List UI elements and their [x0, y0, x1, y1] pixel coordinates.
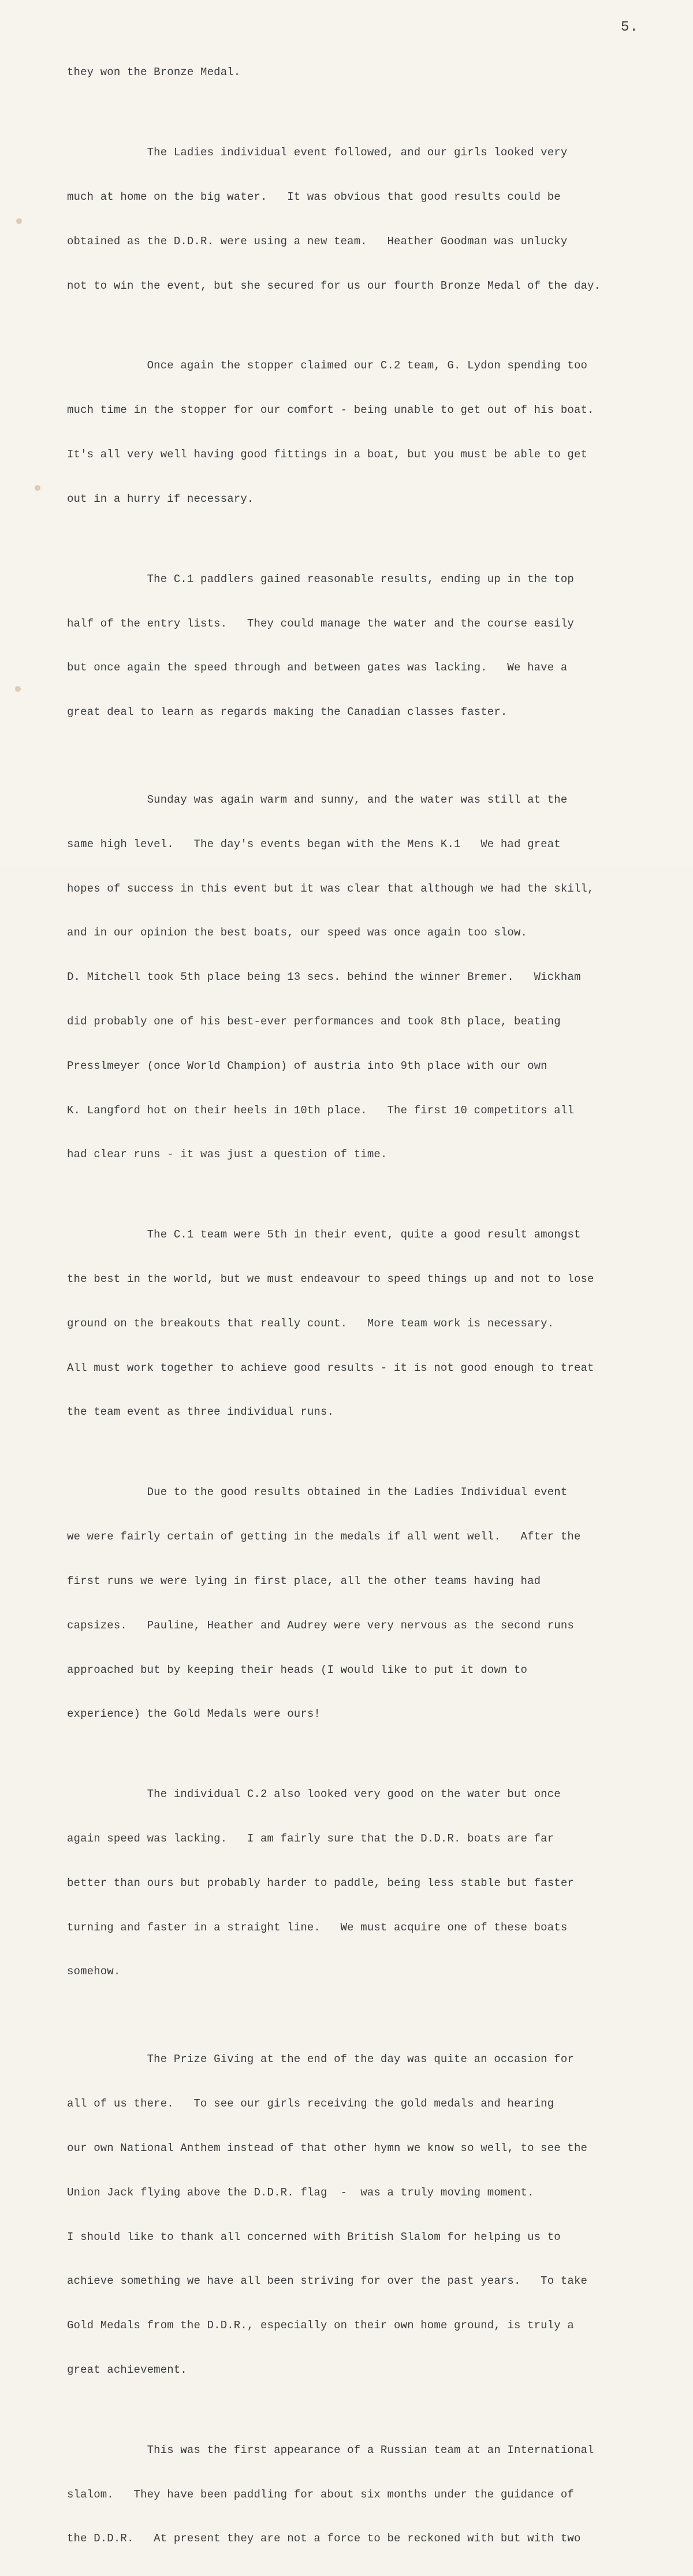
text-line: experience) the Gold Medals were ours!	[67, 1708, 321, 1721]
paragraph	[67, 36, 668, 110]
text-line: capsizes. Pauline, Heather and Audrey were very nervous as the second runs	[67, 1619, 574, 1632]
text-line: ground on the breakouts that really count. More team work is necessary.	[67, 1317, 554, 1330]
text-line: This was the first appearance of a Russian team at an International	[67, 2443, 594, 2456]
text-line: great deal to learn as regards making the Canadian classes faster.	[67, 706, 508, 719]
text-line: All must work together to achieve good results - it is not good enough to treat	[67, 1361, 594, 1374]
punch-hole-mark	[15, 686, 21, 692]
text-line: had clear runs - it was just a question of time.	[67, 1148, 388, 1161]
punch-hole-mark	[35, 485, 40, 491]
paragraph	[67, 2414, 668, 2576]
text-line: D. Mitchell took 5th place being 13 secs. behind the winner Bremer. Wickham	[67, 971, 581, 984]
text-line: we were fairly certain of getting in the medals if all went well. After the	[67, 1530, 581, 1544]
text-line: out in a hurry if necessary.	[67, 492, 254, 505]
text-line: Due to the good results obtained in the Ladies Individual event	[67, 1486, 568, 1499]
text-line: first runs we were lying in first place, all the other teams having had	[67, 1574, 541, 1587]
text-line: obtained as the D.D.R. were using a new team. Heather Goodman was unlucky	[67, 234, 568, 248]
paragraph	[67, 116, 668, 323]
text-line: the D.D.R. At present they are not a force to be reckoned with but with two	[67, 2532, 581, 2545]
paragraph	[67, 329, 668, 536]
page-number: 5.	[621, 20, 639, 35]
text-line: the best in the world, but we must endeavour to speed things up and not to lose	[67, 1273, 594, 1286]
text-line: K. Langford hot on their heels in 10th place. The first 10 competitors all	[67, 1104, 574, 1117]
paragraph	[67, 1198, 668, 1449]
text-line: did probably one of his best-ever performances and took 8th place, beating	[67, 1015, 561, 1028]
paragraph	[67, 543, 668, 750]
text-line: Once again the stopper claimed our C.2 team, G. Lydon spending too	[67, 359, 588, 372]
text-line: and in our opinion the best boats, our speed was once again too slow.	[67, 926, 528, 940]
text-line: they won the Bronze Medal.	[67, 66, 241, 79]
text-line: hopes of success in this event but it was clear that although we had the skill,	[67, 882, 594, 895]
text-line: Sunday was again warm and sunny, and the water was still at the	[67, 793, 568, 807]
text-line: achieve something we have all been striving for over the past years. To take	[67, 2275, 588, 2288]
text-line: same high level. The day's events began with the Mens K.1 We had great	[67, 837, 561, 851]
paragraph	[67, 1758, 668, 2009]
text-line: Presslmeyer (once World Champion) of austria into 9th place with our own	[67, 1059, 547, 1072]
text-line: half of the entry lists. They could manage the water and the course easily	[67, 617, 574, 630]
paragraph	[67, 2023, 668, 2407]
text-line: much time in the stopper for our comfort - being unable to get out of his boat.	[67, 404, 594, 417]
text-line: much at home on the big water. It was obvious that good results could be	[67, 190, 561, 203]
text-line: not to win the event, but she secured for us our fourth Bronze Medal of the day.	[67, 279, 601, 292]
text-line: The C.1 paddlers gained reasonable results, ending up in the top	[67, 572, 574, 586]
text-line: better than ours but probably harder to paddle, being less stable but faster	[67, 1876, 574, 1889]
text-line: The Prize Giving at the end of the day was quite an occasion for	[67, 2053, 574, 2066]
text-line: somehow.	[67, 1965, 121, 1978]
text-line: Gold Medals from the D.D.R., especially on their own home ground, is truly a	[67, 2319, 574, 2332]
text-line: The Ladies individual event followed, and our girls looked very	[67, 146, 568, 159]
paragraph	[67, 763, 668, 1192]
text-line: but once again the speed through and between gates was lacking. We have a	[67, 661, 568, 674]
text-line: Union Jack flying above the D.D.R. flag - was a truly moving moment.	[67, 2186, 534, 2199]
text-line: great achievement.	[67, 2363, 187, 2376]
paragraph	[67, 1456, 668, 1751]
document-body	[67, 36, 668, 2576]
punch-hole-mark	[16, 218, 22, 224]
text-line: slalom. They have been paddling for about six months under the guidance of	[67, 2488, 574, 2501]
text-line: I should like to thank all concerned with British Slalom for helping us to	[67, 2230, 561, 2243]
text-line: The C.1 team were 5th in their event, quite a good result amongst	[67, 1228, 581, 1242]
text-line: approached but by keeping their heads (I would like to put it down to	[67, 1663, 528, 1676]
text-line: the team event as three individual runs.	[67, 1406, 334, 1419]
text-line: turning and faster in a straight line. We must acquire one of these boats	[67, 1921, 568, 1934]
text-line: again speed was lacking. I am fairly sure that the D.D.R. boats are far	[67, 1832, 554, 1846]
text-line: all of us there. To see our girls receiving the gold medals and hearing	[67, 2097, 554, 2111]
text-line: The individual C.2 also looked very good on the water but once	[67, 1788, 561, 1801]
text-line: It's all very well having good fittings in a boat, but you must be able to get	[67, 448, 588, 461]
text-line: our own National Anthem instead of that other hymn we know so well, to see the	[67, 2141, 588, 2154]
